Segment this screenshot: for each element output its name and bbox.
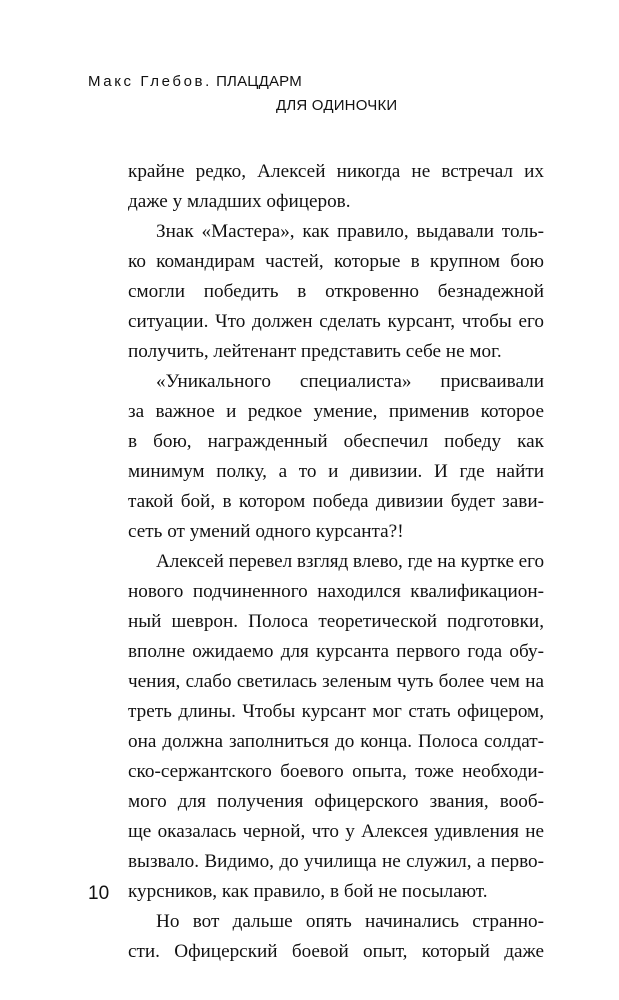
text-line: такой бой, в котором победа дивизии будет зави- bbox=[128, 491, 544, 512]
text-line: мого для получения офицерского звания, вооб- bbox=[128, 791, 544, 812]
running-head-title-line1: ПЛАЦДАРМ bbox=[216, 73, 302, 90]
text-line: Но вот дальше опять начинались странно- bbox=[156, 911, 544, 932]
text-line: Алексей перевел взгляд влево, где на куртке его bbox=[156, 551, 544, 572]
text-line: ситуации. Что должен сделать курсант, чтобы его bbox=[128, 311, 544, 332]
text-line: Знак «Мастера», как правило, выдавали толь- bbox=[156, 221, 544, 242]
text-line: она должна заполниться до конца. Полоса солдат- bbox=[128, 731, 544, 752]
text-line: «Уникального специалиста» присваивали bbox=[156, 371, 544, 392]
text-line: за важное и редкое умение, применив которое bbox=[128, 401, 544, 422]
running-head-title-line2: ДЛЯ ОДИНОЧКИ bbox=[276, 97, 398, 114]
running-head bbox=[88, 70, 398, 118]
text-line: в бою, награжденный обеспечил победу как bbox=[128, 431, 544, 452]
page-number: 10 bbox=[88, 883, 110, 904]
body-text bbox=[128, 157, 544, 967]
text-line: даже у младших офицеров. bbox=[128, 191, 351, 212]
text-line: ско-сержантского боевого опыта, тоже необходи- bbox=[128, 761, 544, 782]
text-line: чения, слабо светилась зеленым чуть более чем на bbox=[128, 671, 544, 692]
text-line: смогли победить в откровенно безнадежной bbox=[128, 281, 544, 302]
text-line: сти. Офицерский боевой опыт, который даже bbox=[128, 941, 544, 962]
text-line: вполне ожидаемо для курсанта первого года обу- bbox=[128, 641, 544, 662]
running-head-line1 bbox=[88, 70, 388, 94]
text-line: ный шеврон. Полоса теоретической подготовки, bbox=[128, 611, 544, 632]
text-line: вызвало. Видимо, до училища не служил, а перво- bbox=[128, 851, 544, 872]
text-line: крайне редко, Алексей никогда не встречал их bbox=[128, 161, 544, 182]
text-line: треть длины. Чтобы курсант мог стать офицером, bbox=[128, 701, 544, 722]
text-line: сеть от умений одного курсанта?! bbox=[128, 521, 404, 542]
text-line: получить, лейтенант представить себе не мог. bbox=[128, 341, 502, 362]
text-line: курсников, как правило, в бой не посылают. bbox=[128, 881, 488, 902]
text-line: ко командирам частей, которые в крупном бою bbox=[128, 251, 544, 272]
running-head-author: Макс Глебов. bbox=[88, 73, 212, 90]
text-line: минимум полку, а то и дивизии. И где найти bbox=[128, 461, 544, 482]
text-line: ще оказалась черной, что у Алексея удивления не bbox=[128, 821, 544, 842]
text-line: нового подчиненного находился квалификацион- bbox=[128, 581, 544, 602]
